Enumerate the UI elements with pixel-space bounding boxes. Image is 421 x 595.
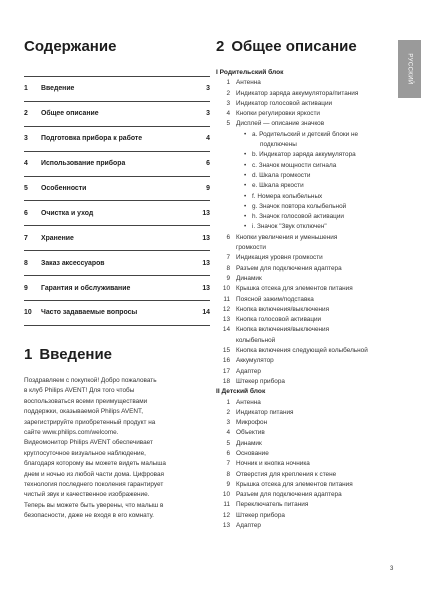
bullet-text [252, 222, 396, 232]
list-item [216, 428, 396, 438]
list-item [216, 356, 396, 366]
table-of-contents [24, 76, 210, 326]
item-number: 3 [226, 419, 230, 427]
intro-line: в клуб Philips AVENT! Для того чтобы [24, 387, 135, 395]
toc-row-title: Хранение [41, 234, 74, 242]
toc-row-number: 8 [24, 259, 28, 267]
language-tab [398, 40, 421, 98]
item-text: Кнопка включения/выключения [236, 305, 330, 313]
bullet-text [252, 202, 396, 212]
item-text: Разъем для подключения адаптера [236, 264, 342, 272]
item-number: 13 [222, 522, 230, 530]
bullet-label: Значок "Звук отключен" [256, 223, 327, 231]
item-number: 3 [226, 99, 230, 107]
list-item [216, 264, 396, 274]
toc-row-page: 14 [202, 309, 210, 317]
item-text: Антенна [236, 79, 261, 87]
child-unit-list [216, 398, 396, 532]
item-number: 4 [226, 429, 230, 437]
item-number: 5 [226, 120, 230, 128]
bullet-letter: a. [252, 130, 258, 138]
item-number: 12 [222, 511, 230, 519]
list-item [216, 346, 396, 356]
bullet-item [216, 171, 396, 181]
toc-row-number: 9 [24, 284, 28, 292]
item-continuation: громкости [236, 244, 266, 252]
toc-row-page: 3 [206, 110, 210, 118]
list-item [216, 109, 396, 119]
toc-row[interactable] [24, 102, 210, 127]
intro-heading-text: Введение [39, 345, 113, 363]
item-text: Кнопки увеличения и уменьшения [236, 233, 338, 241]
toc-row-number: 2 [24, 110, 28, 118]
bullet-item [216, 161, 396, 171]
right-column [216, 38, 396, 531]
item-number: 1 [226, 398, 230, 406]
toc-row-title: Общее описание [41, 110, 99, 118]
bullet-text [252, 181, 396, 191]
intro-line: сайте www.philips.com/welcome. [24, 428, 119, 436]
bullet-text [252, 171, 396, 181]
overview-heading-text: Общее описание [231, 38, 357, 55]
toc-row-page: 13 [202, 234, 210, 242]
list-item [216, 99, 396, 109]
item-number: 11 [223, 295, 230, 303]
item-text: Динамик [236, 439, 262, 447]
toc-row-title: Использование прибора [41, 160, 126, 168]
toc-row[interactable] [24, 201, 210, 226]
list-item [216, 449, 396, 459]
bullet-continuation: подключены [260, 141, 297, 149]
list-item [216, 521, 396, 531]
list-item [216, 89, 396, 99]
bullet-label: Родительский и детский блоки не [259, 130, 359, 138]
item-number: 15 [222, 347, 230, 355]
bullet-label: Индикатор заряда аккумулятора [259, 151, 356, 159]
item-text: Объектив [236, 429, 265, 437]
item-number: 2 [226, 408, 230, 416]
toc-row-title: Заказ аксессуаров [41, 259, 105, 267]
intro-line: безопасности, даже не входя в его комнату. [24, 512, 154, 520]
item-text: Ночник и кнопка ночника [236, 460, 310, 468]
item-number: 16 [222, 357, 230, 365]
left-column [24, 38, 210, 522]
item-number: 7 [226, 460, 230, 468]
list-item [216, 295, 396, 305]
bullet-dot: • [244, 223, 247, 231]
item-number: 6 [226, 233, 230, 241]
toc-row-title: Часто задаваемые вопросы [41, 309, 138, 317]
intro-line: чистый звук и качественное изображение. [24, 491, 150, 499]
item-number: 12 [222, 305, 230, 313]
item-number: 9 [226, 480, 230, 488]
item-text: Крышка отсека для элементов питания [236, 285, 353, 293]
item-number: 14 [222, 326, 230, 334]
item-text: Дисплей — описание значков [236, 120, 325, 128]
intro-paragraph [24, 376, 210, 522]
intro-line: днем и ночью из любой части дома. Цифровая [24, 470, 164, 478]
list-item [216, 253, 396, 263]
bullet-dot: • [244, 151, 247, 159]
intro-line: Поздравляем с покупкой! Добро пожаловать [24, 376, 157, 384]
child-unit-heading: II Детский блок [216, 388, 266, 396]
bullet-label: Значок голосовой активации [259, 213, 344, 221]
item-number: 1 [226, 79, 230, 87]
intro-line: круглосуточное визуальное наблюдение, [24, 449, 146, 457]
intro-line: зарегистрируйте приобретенный продукт на [24, 418, 156, 426]
toc-row-title: Гарантия и обслуживание [41, 284, 131, 292]
item-text: Штекер прибора [236, 511, 285, 519]
list-item [216, 470, 396, 480]
item-number: 17 [222, 367, 230, 375]
intro-line: поддержки, оказываемой Philips AVENT, [24, 408, 143, 416]
toc-row[interactable] [24, 77, 210, 102]
item-number: 4 [226, 110, 230, 118]
item-text: Разъем для подключения адаптера [236, 491, 342, 499]
bullet-letter: g. [252, 202, 258, 210]
bullet-label: Шкала яркости [259, 182, 304, 190]
language-tab-label: РУССКИЙ [406, 53, 413, 85]
bullet-item [216, 222, 396, 232]
toc-row-page: 13 [202, 284, 210, 292]
bullet-dot: • [244, 130, 247, 138]
list-item [216, 480, 396, 490]
bullet-item [216, 192, 396, 202]
bullet-text [252, 130, 396, 140]
item-text: Кнопка включения/выключения [236, 326, 330, 334]
item-text: Крышка отсека для элементов питания [236, 480, 353, 488]
item-number: 7 [226, 254, 230, 262]
bullet-label: Значок повтора колыбельной [259, 202, 347, 210]
toc-row-page: 9 [206, 185, 210, 192]
bullet-item [216, 212, 396, 222]
toc-row-title: Очистка и уход [41, 209, 94, 217]
intro-line: воспользоваться всеми преимуществами [24, 397, 148, 405]
bullet-dot: • [244, 171, 247, 179]
item-text: Индикатор питания [236, 408, 294, 416]
bullet-item [216, 181, 396, 191]
list-item [216, 511, 396, 521]
intro-heading [24, 346, 210, 364]
item-text: Динамик [236, 274, 262, 282]
list-item [216, 398, 396, 408]
toc-row[interactable] [24, 177, 210, 202]
toc-row-page: 3 [206, 85, 210, 93]
bullet-letter: i. [252, 223, 256, 231]
bullet-letter: e. [252, 182, 258, 190]
item-number: 11 [223, 501, 230, 509]
list-item [216, 284, 396, 294]
bullet-dot: • [244, 213, 247, 221]
bullet-dot: • [244, 202, 247, 210]
item-number: 8 [226, 470, 230, 478]
item-text: Индикатор заряда аккумулятора/питания [236, 89, 359, 97]
list-item [216, 377, 396, 387]
list-item [216, 315, 396, 325]
bullet-item [216, 130, 396, 140]
intro-line: технология последнего поколения гарантирует [24, 480, 164, 488]
toc-row[interactable] [24, 226, 210, 251]
overview-heading [216, 38, 396, 56]
item-text: Штекер прибора [236, 377, 285, 385]
item-text: Кнопки регулировки яркости [236, 110, 320, 118]
list-item [216, 459, 396, 469]
intro-line: Теперь вы можете быть уверены, что малыш в [24, 501, 164, 509]
item-text: Кнопка голосовой активации [236, 316, 322, 324]
item-text: Аккумулятор [236, 357, 274, 365]
bullet-text [252, 161, 396, 171]
toc-row-number: 10 [24, 309, 32, 317]
bullet-item [216, 202, 396, 212]
bullet-text [252, 192, 396, 202]
list-item [216, 500, 396, 510]
list-item [216, 78, 396, 88]
bullet-label: Номера колыбельных [257, 192, 323, 200]
bullet-letter: h. [252, 213, 258, 221]
toc-row-page: 4 [206, 135, 210, 143]
item-number: 13 [222, 316, 230, 324]
item-text: Кнопка включения следующей колыбельной [236, 347, 368, 355]
bullet-letter: b. [252, 151, 258, 159]
toc-row-page: 6 [206, 160, 210, 168]
overview-heading-number: 2 [216, 38, 225, 55]
toc-row-number: 5 [24, 185, 28, 192]
list-item [216, 490, 396, 500]
item-number: 2 [226, 89, 230, 97]
toc-row-number: 3 [24, 135, 28, 143]
toc-row-number: 1 [24, 85, 28, 93]
parent-unit-list [216, 78, 396, 387]
item-text: Антенна [236, 398, 261, 406]
item-continuation: колыбельной [236, 336, 276, 344]
item-number: 18 [222, 377, 230, 385]
bullet-letter: c. [252, 161, 257, 169]
bullet-dot: • [244, 161, 247, 169]
item-number: 6 [226, 449, 230, 457]
bullet-letter: d. [252, 171, 258, 179]
list-item [216, 274, 396, 284]
item-text: Индикация уровня громкости [236, 254, 323, 262]
item-number: 10 [222, 285, 230, 293]
item-number: 10 [222, 491, 230, 499]
language-tab-label-wrap [398, 40, 421, 98]
item-number: 8 [226, 264, 230, 272]
item-number: 5 [226, 439, 230, 447]
toc-row[interactable] [24, 152, 210, 177]
toc-row[interactable] [24, 301, 210, 326]
toc-row[interactable] [24, 127, 210, 152]
toc-heading [24, 38, 210, 56]
bullet-item [216, 150, 396, 160]
intro-line: благодаря которому вы можете видеть малыша [24, 460, 166, 468]
toc-row-number: 6 [24, 209, 28, 217]
item-text: Адаптер [236, 522, 261, 530]
list-item [216, 233, 396, 243]
toc-row-number: 4 [24, 160, 28, 168]
intro-line: Видеомонитор Philips AVENT обеспечивает [24, 439, 153, 447]
item-text: Поясной зажим/подставка [236, 295, 314, 303]
list-item [216, 305, 396, 315]
item-text: Индикатор голосовой активации [236, 99, 333, 107]
toc-heading-text: Содержание [24, 38, 117, 55]
item-text: Микрофон [236, 419, 268, 427]
toc-row-title: Особенности [41, 185, 87, 192]
bullet-label: Шкала громкости [259, 171, 311, 179]
list-item [216, 439, 396, 449]
item-text: Основание [236, 449, 269, 457]
item-number: 9 [226, 274, 230, 282]
bullet-dot: • [244, 192, 247, 200]
list-item [216, 408, 396, 418]
bullet-dot: • [244, 182, 247, 190]
bullet-text [252, 212, 396, 222]
toc-row-title: Введение [41, 85, 75, 93]
item-text: Переключатель питания [236, 501, 309, 509]
intro-heading-number: 1 [24, 345, 33, 363]
list-item [216, 119, 396, 129]
list-item [216, 367, 396, 377]
page-number: 3 [390, 566, 394, 572]
toc-row-number: 7 [24, 234, 28, 242]
bullet-text [252, 150, 396, 160]
toc-row[interactable] [24, 251, 210, 276]
toc-row-page: 13 [202, 209, 210, 217]
parent-unit-heading: I Родительский блок [216, 69, 284, 76]
toc-row-page: 13 [202, 259, 210, 267]
toc-row[interactable] [24, 276, 210, 301]
bullet-letter: f. [252, 192, 256, 200]
item-text: Отверстия для крепления к стене [236, 470, 337, 478]
toc-row-title: Подготовка прибора к работе [41, 135, 143, 143]
bullet-label: Значок мощности сигнала [258, 161, 337, 169]
list-item [216, 418, 396, 428]
list-item [216, 325, 396, 335]
item-text: Адаптер [236, 367, 261, 375]
